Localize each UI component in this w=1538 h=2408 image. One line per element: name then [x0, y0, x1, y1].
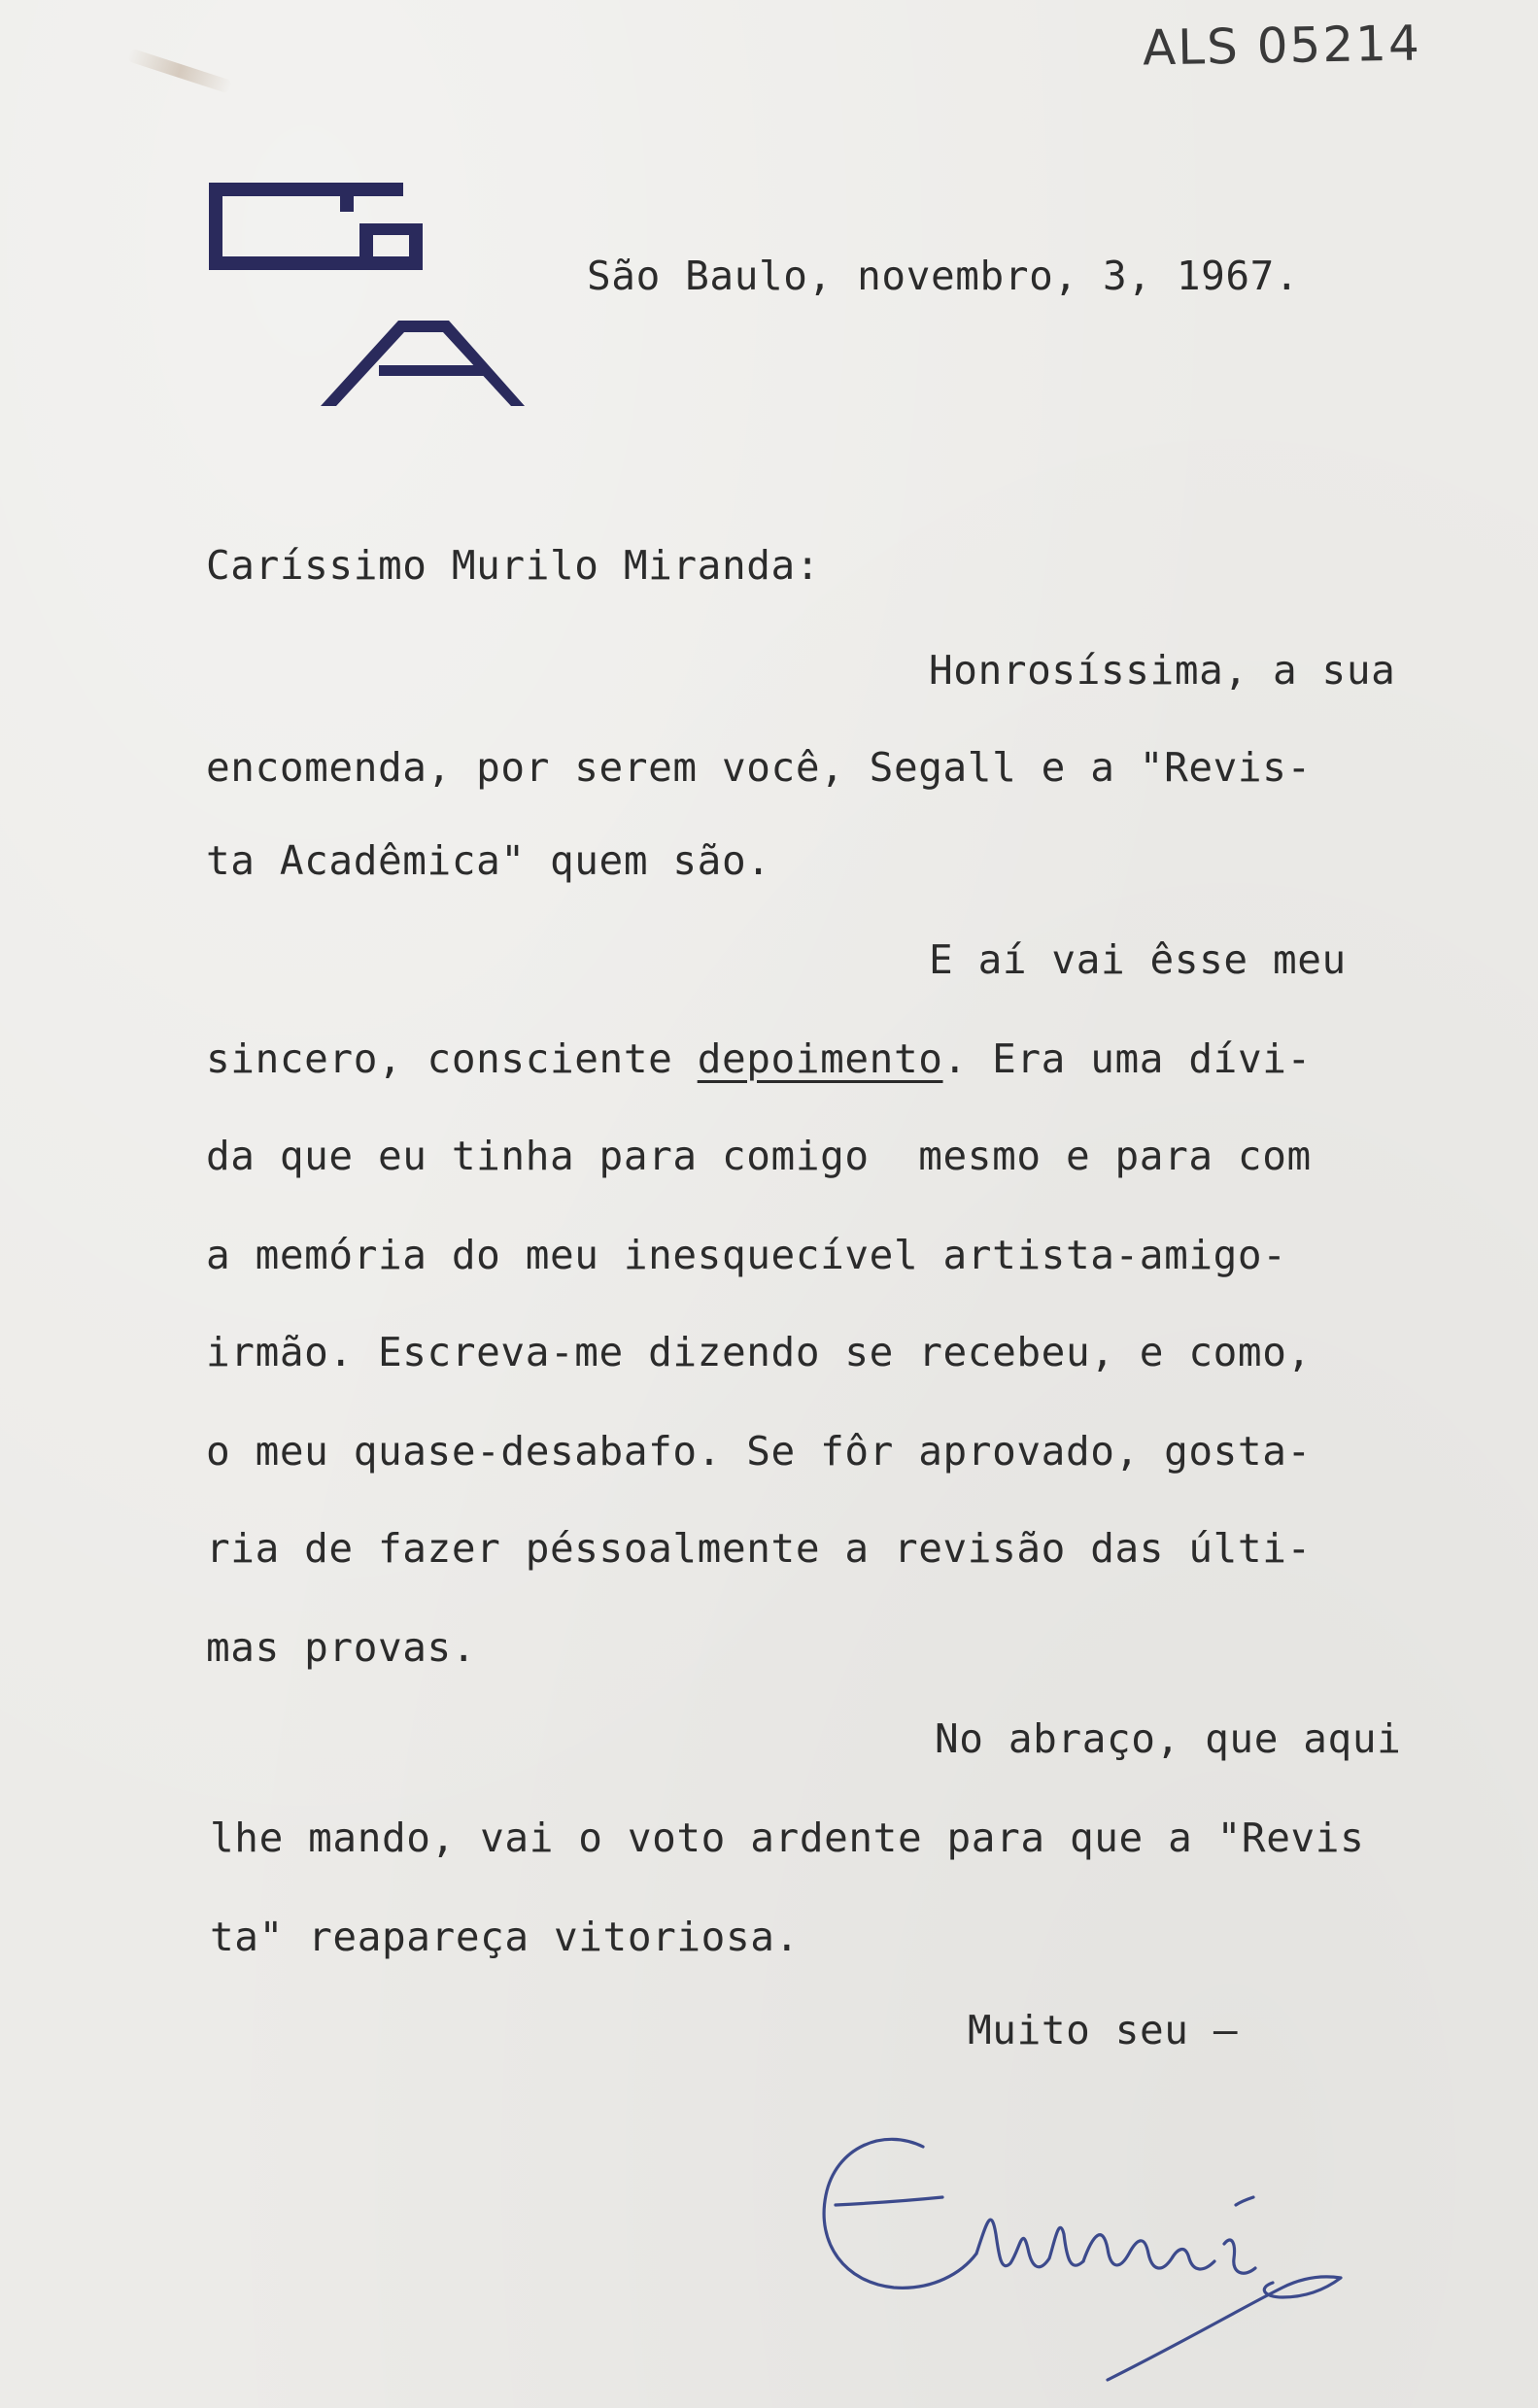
- paragraph-2-line-8: mas provas.: [206, 1624, 477, 1671]
- paragraph-2-line-5: irmão. Escreva-me dizendo se recebeu, e como,: [206, 1329, 1312, 1375]
- archive-reference-code: ALS 05214: [1142, 15, 1422, 77]
- paragraph-2-line-1: E aí vai êsse meu: [929, 936, 1347, 983]
- paragraph-1-line-3: ta Acadêmica" quem são.: [206, 837, 771, 884]
- salutation: Caríssimo Murilo Miranda:: [206, 542, 821, 589]
- paragraph-2-line-3: da que eu tinha para comigo mesmo e para com: [206, 1133, 1312, 1179]
- paragraph-1-line-1: Honrosíssima, a sua: [929, 647, 1396, 694]
- paragraph-2-line-2-end: . Era uma dívi-: [942, 1035, 1312, 1082]
- tape-stain: [127, 48, 233, 93]
- handwritten-signature: [816, 2088, 1380, 2399]
- paragraph-2-line-6: o meu quase-desabafo. Se fôr aprovado, gosta-: [206, 1428, 1312, 1475]
- underlined-word-depoimento: depoimento: [697, 1035, 943, 1082]
- paragraph-2-line-2: [206, 1035, 1312, 1082]
- paragraph-3-line-1: No abraço, que aqui: [935, 1715, 1402, 1762]
- paragraph-3-line-3: ta" reapareça vitoriosa.: [210, 1914, 800, 1960]
- closing: Muito seu —: [968, 2007, 1239, 2053]
- paragraph-2-line-2-start: sincero, consciente: [206, 1035, 698, 1082]
- paragraph-2-line-7: ria de fazer péssoalmente a revisão das últi-: [206, 1525, 1312, 1572]
- dateline: São Baulo, novembro, 3, 1967.: [587, 253, 1300, 299]
- paragraph-1-line-2: encomenda, por serem você, Segall e a "Revis-: [206, 744, 1312, 791]
- paragraph-2-line-4: a memória do meu inesquecível artista-amigo-: [206, 1232, 1287, 1278]
- paragraph-3-line-2: lhe mando, vai o voto ardente para que a "Revis: [210, 1814, 1365, 1861]
- ga-monogram-logo: [204, 175, 534, 418]
